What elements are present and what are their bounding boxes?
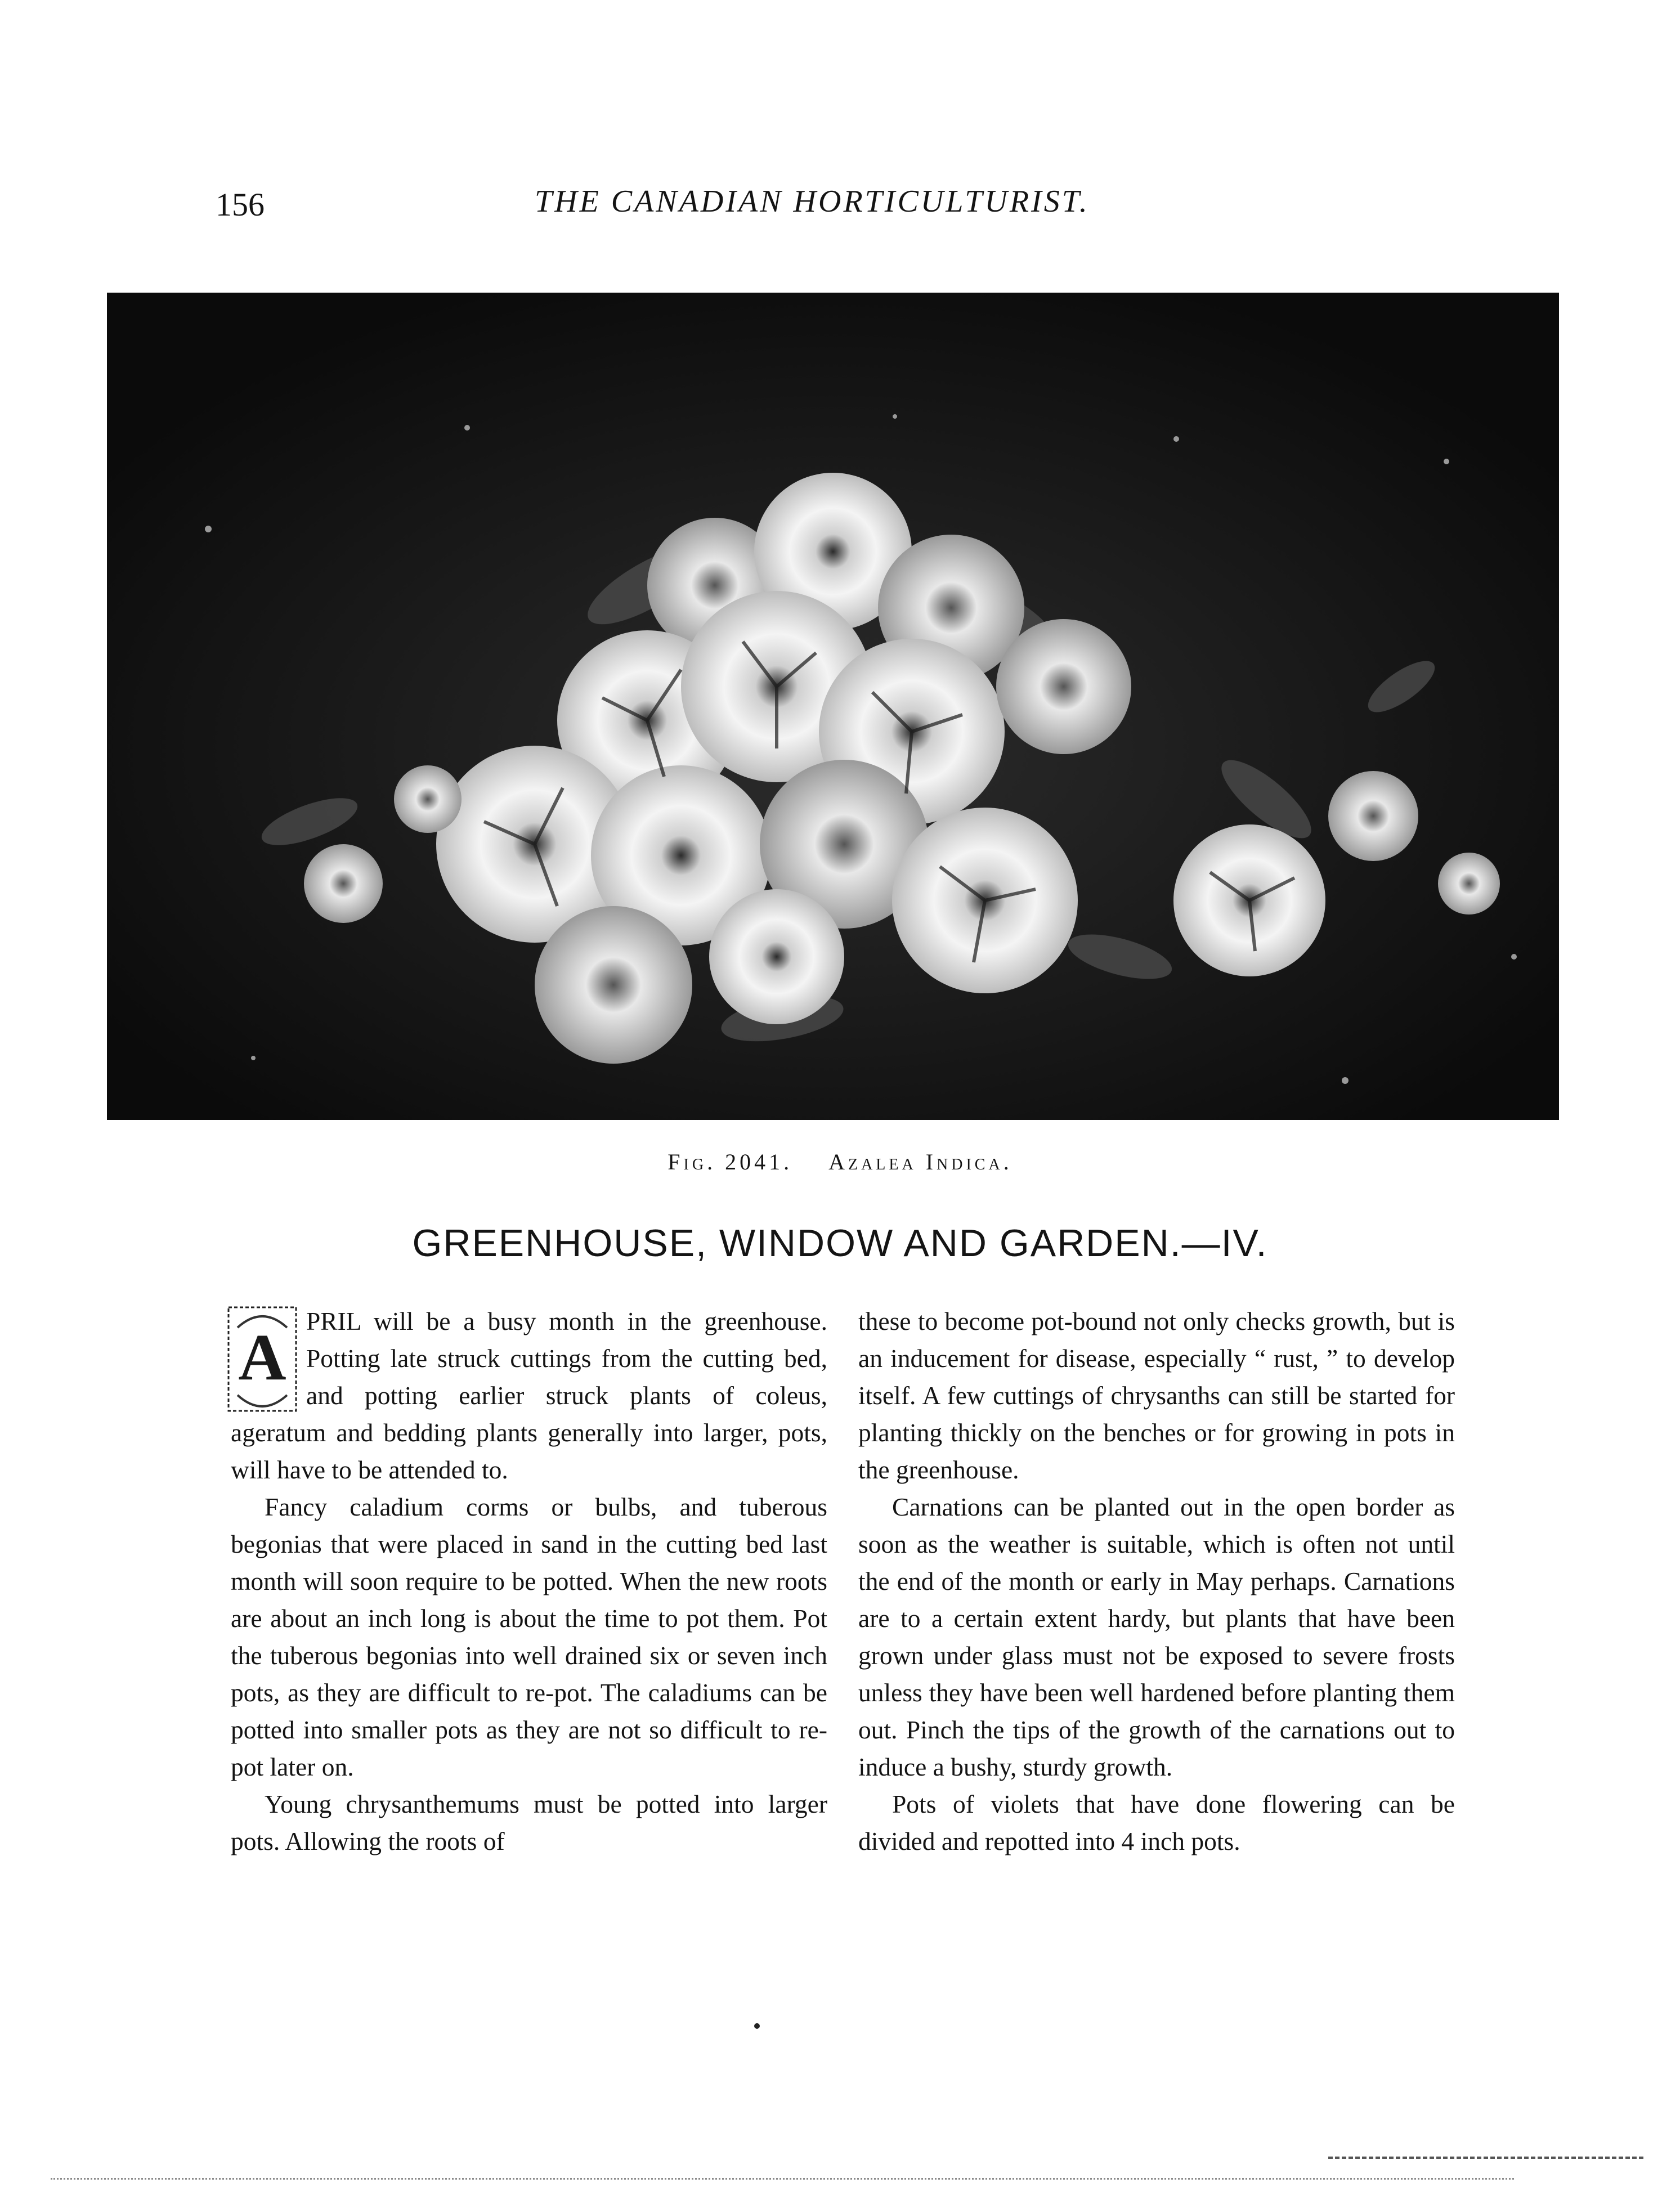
right-column	[858, 1303, 1455, 1860]
figure-title: Azalea Indica.	[828, 1149, 1013, 1175]
paragraph-pot-bound: these to become pot-bound not only checks growth, but is an inducement for disease, especially “ rust, ” to develop itself. A few cuttings of chrysanths can still be started for planting thickly on the benches or for growing in pots in the greenhouse.	[858, 1307, 1455, 1484]
paragraph-carnations: Carnations can be planted out in the open border as soon as the weather is suitable, which is often not until the end of the month or early in May perhaps. Carnations are to a certain extent hardy, but plants that have been grown under glass must not be exposed to severe frosts unless they have been well hardened before planting them out. Pinch the tips of the growth of the carnations out to induce a bushy, sturdy growth.	[858, 1492, 1455, 1781]
figure-caption	[0, 1151, 1680, 1173]
article-title: GREENHOUSE, WINDOW AND GARDEN.—IV.	[412, 1222, 1268, 1265]
running-title: THE CANADIAN HORTICULTURIST.	[535, 184, 1090, 219]
paragraph-chrysanthemums: Young chrysanthemums must be potted into larger pots. Allowing the roots of	[231, 1790, 827, 1855]
paragraph-violets: Pots of violets that have done flowering can be divided and repotted into 4 inch pots.	[858, 1790, 1455, 1855]
bottom-dashed-rule	[1328, 2157, 1643, 2159]
page-number: 156	[216, 186, 265, 223]
svg-text:A: A	[238, 1320, 286, 1394]
azalea-photograph	[107, 293, 1559, 1120]
paragraph-april: PRIL will be a busy month in the greenhouse. Potting late struck cuttings from the cutting bed, and potting earlier struck plants of coleus, ageratum and bedding plants generally into larger, pots, will have to be attended to.	[231, 1307, 827, 1484]
bottom-scan-specks	[51, 2178, 1514, 2180]
print-speck	[754, 2023, 760, 2029]
drop-cap-ornament-icon	[226, 1305, 298, 1413]
ornamental-drop-cap	[226, 1305, 298, 1413]
figure-number: Fig. 2041.	[667, 1149, 793, 1175]
azalea-flowers-illustration	[107, 293, 1559, 1120]
left-column	[231, 1303, 827, 1860]
paragraph-caladium: Fancy caladium corms or bulbs, and tuberous begonias that were placed in sand in the cutting bed last month will soon require to be potted. When the new roots are about an inch long is about the time to pot them. Pot the tuberous begonias into well drained six or seven inch pots, as they are difficult to re-pot. The caladiums can be potted into smaller pots as they are not so difficult to re-pot later on.	[231, 1492, 827, 1781]
